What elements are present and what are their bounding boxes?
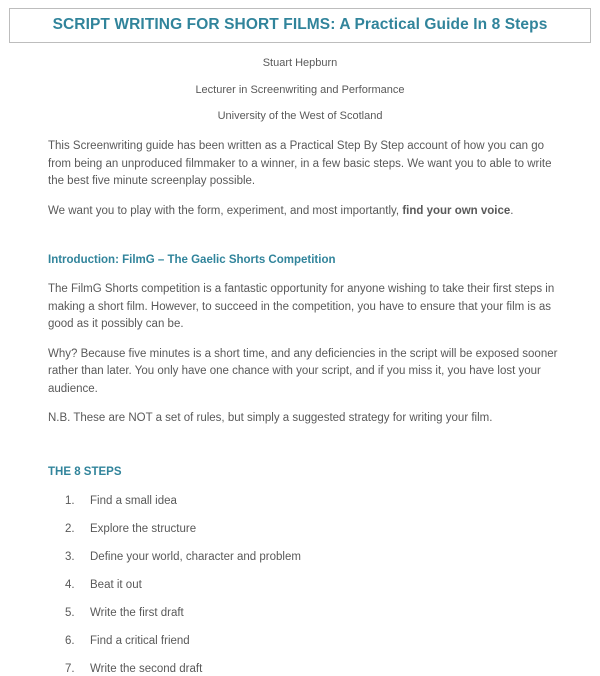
- intro-paragraph-2-bold: find your own voice: [402, 204, 511, 217]
- title-box: [9, 8, 591, 43]
- introduction-note: N.B. These are NOT a set of rules, but simply a suggested strategy for writing your film.: [48, 412, 493, 424]
- page-title: SCRIPT WRITING FOR SHORT FILMS: A Practical Guide In 8 Steps: [52, 16, 548, 33]
- list-item: Beat it out: [90, 578, 142, 591]
- list-item: Write the second draft: [90, 662, 203, 675]
- author-role: Lecturer in Screenwriting and Performance: [195, 83, 405, 96]
- introduction-section-heading: Introduction: FilmG – The Gaelic Shorts Competition: [48, 254, 336, 266]
- intro-paragraph-2-period: .: [510, 204, 514, 217]
- list-item: Find a small idea: [90, 494, 177, 507]
- introduction-paragraph-2: Why? Because five minutes is a short time, and any deficiencies in the script will be exposed sooner rather than later. You only have one chance with your script, and if you miss it, you have lost your audience.: [48, 347, 558, 395]
- document-body: [0, 138, 600, 676]
- author-institution: University of the West of Scotland: [217, 110, 383, 122]
- list-item: Define your world, character and problem: [90, 550, 301, 563]
- list-item: Find a critical friend: [90, 634, 190, 647]
- author-block: [0, 57, 600, 123]
- intro-paragraph-2: [48, 203, 558, 221]
- author-name: Stuart Hepburn: [262, 57, 338, 69]
- intro-paragraph-2-text: We want you to play with the form, experiment, and most importantly,: [48, 204, 403, 217]
- steps-list: [48, 494, 558, 676]
- introduction-paragraph-1: The FilmG Shorts competition is a fantastic opportunity for anyone wishing to take their first steps in making a short film. However, to succeed in the competition, you have to ensure that your film is as good as it possibly can be.: [48, 283, 555, 330]
- document-page: [0, 8, 600, 675]
- intro-paragraph-1: This Screenwriting guide has been written as a Practical Step By Step account of how you can go from being an unproduced filmmaker to a winner, in a few basic steps. We want you to able to write the best five minute screenplay possible.: [48, 140, 552, 187]
- steps-section-heading: THE 8 STEPS: [48, 465, 122, 478]
- list-item: Write the first draft: [90, 606, 184, 619]
- list-item: Explore the structure: [90, 522, 197, 535]
